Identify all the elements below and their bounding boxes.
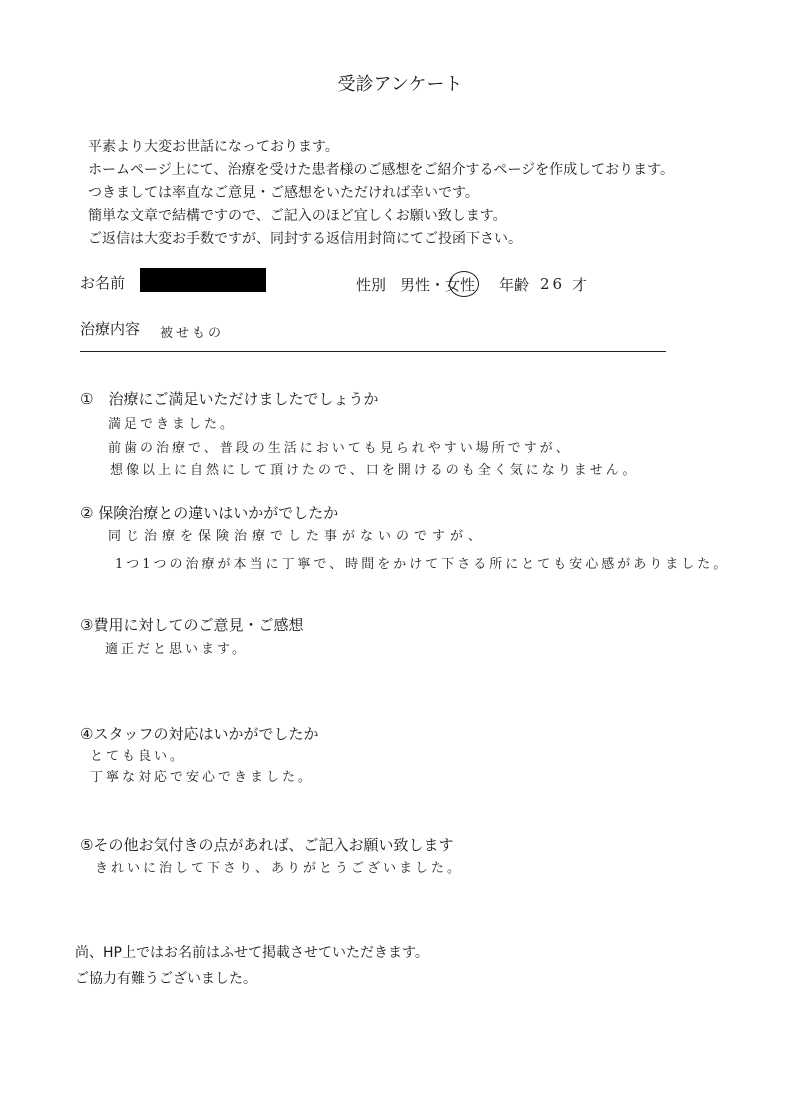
question-1: ① 治療にご満足いただけましたでしょうか — [80, 390, 379, 408]
question-5: ⑤その他お気付きの点があれば、ご記入お願い致します — [80, 836, 454, 854]
answer-5-line: きれいに治して下さり、ありがとうございました。 — [95, 861, 464, 876]
gender-label: 性別 — [356, 276, 387, 294]
question-4: ④スタッフの対応はいかがでしたか — [80, 725, 319, 743]
intro-line: 平素より大変お世話になっております。 — [88, 139, 339, 155]
treatment-label: 治療内容 — [80, 320, 141, 338]
gender-separator: ・ — [430, 276, 446, 294]
closing-text — [75, 940, 429, 992]
survey-title: 受診アンケート — [337, 74, 463, 95]
answer-1-line: 前歯の治療で、普段の生活においても見られやすい場所ですが、 — [108, 441, 572, 456]
intro-line: つきましては率直なご意見・ご感想をいただければ幸いです。 — [88, 185, 479, 201]
intro-text — [88, 136, 674, 251]
name-label: お名前 — [80, 274, 126, 292]
answer-3-line: 適正だと思います。 — [105, 642, 248, 657]
answer-4-line: 丁寧な対応で安心できました。 — [90, 770, 315, 785]
answer-1-line: 想像以上に自然にして頂けたので、口を開けるのも全く気になりません。 — [110, 463, 639, 478]
answer-4-line: とても良い。 — [90, 749, 187, 764]
treatment-underline — [80, 351, 666, 352]
answer-2-line: 1つ1つの治療が本当に丁寧で、時間をかけて下さる所にとても安心感がありました。 — [115, 557, 730, 572]
answer-2-line: 同じ治療を保険治療でした事がないのですが、 — [108, 529, 487, 544]
intro-line: ご返信は大変お手数ですが、同封する返信用封筒にてご投函下さい。 — [88, 231, 522, 247]
age-label: 年齢 — [499, 276, 530, 294]
question-2: ② 保険治療との違いはいかがでしたか — [80, 504, 339, 522]
closing-line: ご協力有難うございました。 — [75, 971, 257, 987]
question-3: ③費用に対してのご意見・ご感想 — [80, 616, 304, 634]
gender-selected-circle — [449, 271, 479, 297]
treatment-value: 被せもの — [160, 326, 225, 341]
intro-line: ホームページ上にて、治療を受けた患者様のご感想をご紹介するページを作成しております。 — [88, 162, 675, 178]
age-value: 26 — [540, 275, 566, 293]
closing-line: 尚、HP上ではお名前はふせて掲載させていただきます。 — [75, 945, 429, 961]
gender-male: 男性 — [400, 276, 431, 294]
intro-line: 簡単な文章で結構ですので、ご記入のほど宜しくお願い致します。 — [88, 208, 507, 224]
name-redaction — [140, 268, 266, 292]
gender-female: 女性 — [445, 276, 476, 294]
answer-1-line: 満足できました。 — [108, 417, 237, 432]
age-unit: 才 — [572, 276, 588, 294]
